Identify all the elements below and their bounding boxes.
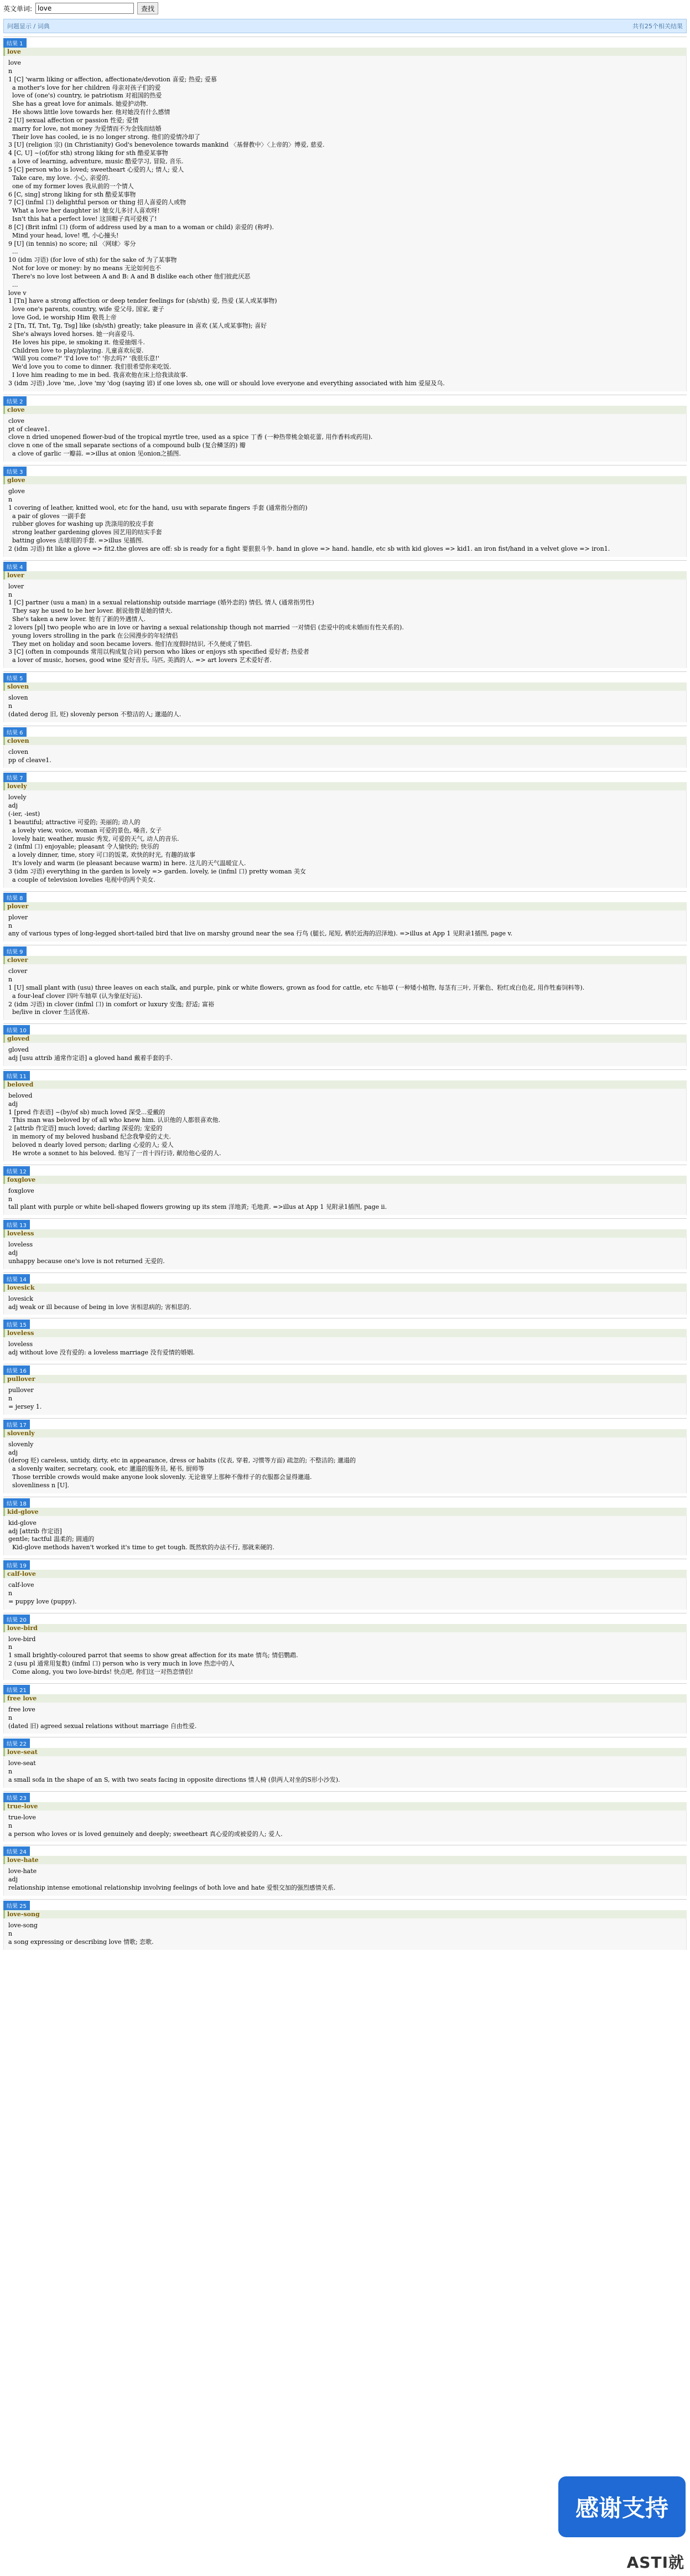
result-headword[interactable]: lovely — [7, 783, 27, 790]
result-headword-bar — [3, 1034, 687, 1043]
result-headword[interactable]: pullover — [7, 1375, 35, 1383]
result-headword-bar — [3, 1329, 687, 1337]
result-headword-bar — [3, 682, 687, 691]
result-headword-bar — [3, 1508, 687, 1516]
result-headword-bar — [3, 1080, 687, 1089]
result-definition: plover n any of various types of long-legged short-tailed bird that live on marshy ground near the sea 行鸟 (腿长, 尾短, 栖於近海的沼泽地). =>illus at App 1 见附录1插图, page v. — [3, 911, 687, 942]
result-definition: lover n 1 [C] partner (usu a man) in a sexual relationship outside marriage (婚外恋的) 情侣, 情人 (通常指男性) They say he used to be her lover. 据说他曾是她的情夫. She's taken a new lover. 她有了新的外遇情人. 2 lovers [pl] two people who are in love or having a sexual relationship though not married 一对情侣 (恋爱中的或未婚而有性关系的). young lovers strolling in the park 在公园漫步的年轻情侣 They met on holiday and soon became lovers. 他们在度假时结识, 不久便成了情侣. 3 [C] (often in compounds 常用以构成复合词) person who likes or enjoys sth specified 爱好者; 热爱者 a lover of music, horses, good wine 爱好音乐, 马匹, 美酒的人. => art lovers 艺术爱好者. — [3, 580, 687, 668]
result-headword[interactable]: cloven — [7, 737, 29, 744]
result-entry — [3, 1318, 687, 1361]
result-definition: free love n (dated 旧) agreed sexual relations without marriage 自由性爱. — [3, 1703, 687, 1734]
result-headword[interactable]: plover — [7, 902, 29, 910]
result-headword-bar — [3, 1429, 687, 1437]
result-entry — [3, 726, 687, 768]
results-count: 共有25个相关结果 — [632, 23, 683, 30]
result-number: 结果 17 — [3, 1420, 30, 1429]
result-entry — [3, 1559, 687, 1610]
result-entry — [3, 671, 687, 722]
result-entry — [3, 1069, 687, 1161]
result-number: 结果 5 — [3, 673, 27, 682]
result-definition: beloved adj 1 [pred 作表语] ~(by/of sb) much loved 深受...爱戴的 This man was beloved by of all who knew him. 认识他的人都很喜欢他. 2 [attrib 作定语] much loved; darling 深爱的; 宠爱的 in memory of my beloved husband 纪念我挚爱的丈夫. beloved n dearly loved person; darling 心爱的人; 爱人 He wrote a sonnet to his beloved. 他写了一首十四行诗, 献给他心爱的人. — [3, 1089, 687, 1161]
result-headword-bar — [3, 571, 687, 580]
result-headword[interactable]: loveless — [7, 1230, 34, 1238]
search-bar — [0, 0, 690, 17]
result-entry — [3, 1791, 687, 1842]
result-headword[interactable]: loveless — [7, 1330, 34, 1337]
result-entry — [3, 1899, 687, 1950]
result-definition: calf-love n = puppy love (puppy). — [3, 1578, 687, 1610]
result-headword-bar — [3, 1910, 687, 1918]
result-definition: clove pt of cleave1. clove n dried unopened flower-bud of the tropical myrtle tree, used as a spice 丁香 (一种热带桃金娘花蕾, 用作香料或药用). clove n one of the small separate sections of a compound bulb (复合鳞茎的) 瓣 a clove of garlic 一瓣蒜. =>illus at onion 见onion之插图. — [3, 414, 687, 462]
result-number: 结果 11 — [3, 1071, 30, 1080]
result-number: 结果 4 — [3, 562, 27, 571]
result-entry — [3, 945, 687, 1020]
result-definition: lovely adj (-ier, -iest) 1 beautiful; attractive 可爱的; 美丽的; 动人的 a lovely view, voice, woman 可爱的景色, 嗓音, 女子 lovely hair, weather, music 秀发, 可爱的天气, 动人的音乐. 2 (infml 口) enjoyable; pleasant 令人愉快的; 快乐的 a lovely dinner, time, story 可口的饭菜, 欢快的时光, 有趣的故事 It's lovely and warm (ie pleasant because warm) in here. 这儿的天气温暖宜人. 3 (idm 习语) everything in the garden is lovely => garden. lovely, ie (infml 口) pretty woman 美女 a couple of television lovelies 电视中的两个美女. — [3, 790, 687, 887]
result-headword[interactable]: lover — [7, 571, 24, 579]
result-headword-bar — [3, 1856, 687, 1864]
result-definition: sloven n (dated derog 旧, 贬) slovenly person 不整洁的人; 邋遢的人. — [3, 691, 687, 722]
result-entry — [3, 1165, 687, 1215]
result-number: 结果 12 — [3, 1166, 30, 1176]
result-definition: love n 1 [C] 'warm liking or affection, affectionate/devotion 喜爱; 热爱; 爱慕 a mother's love for her children 母亲对孩子们的爱 love of (one's) country, ie patriotism 对祖国的热爱 She has a great love for animals. 她爱护动物. He shows little love towards her. 他对她没有什么感情 2 [U] sexual affection or passion 性爱; 爱情 marry for love, not money 为爱情而不为金钱而结婚 Their love has cooled, ie is no longer strong. 他们的爱情冷却了 3 [U] (religion 宗) (in Christianity) God's benevolence towards mankind 〈基督教中〉〈上帝的〉博爱, 慈爱. 4 [C, U] ~(of/for sth) strong liking for sth 酷爱某事物 a love of learning, adventure, music 酷爱学习, 冒险, 音乐. 5 [C] person who is loved; sweetheart 心爱的人; 情人; 爱人 Take care, my love. 小心, 亲爱的. one of my former loves 我从前的一个情人 6 [C, sing] strong liking for sth 酷爱某事物 7 [C] (infml 口) delightful person or thing 招人喜爱的人或物 What a love her daughter is! 她女儿多讨人喜欢呀! Isn't this hat a perfect love! 这顶帽子真可爱极了! 8 [C] (Brit infml 口) (form of address used by a man to a woman or child) 亲爱的 (称呼). Mind your head, love! 嘿, 小心撞头! 9 [U] (in tennis) no score; nil 〈网球〉零分 ... 10 (idm 习语) (for love of sth) for the sake of 为了某事物 Not for love or money: by no means 无论如何也不 There's no love lost between A and B: A and B dislike each other 他们彼此厌恶 ... love v 1 [Tn] have a strong affection or deep tender feelings for (sb/sth) 爱, 热爱 (某人或某事物) love one's parents, country, wife 爱父母, 国家, 妻子 love God, ie worship Him 敬畏上帝 2 [Tn, Tf, Tnt, Tg, Tsg] like (sb/sth) greatly; take pleasure in 喜欢 (某人或某事物); 喜好 She's always loved horses. 她一向喜爱马. He loves his pipe, ie smoking it. 他爱抽烟斗. Children love to play/playing. 儿童喜欢玩耍. 'Will you come?' 'I'd love to!' '你去吗?' '我很乐意!' We'd love you to come to dinner. 我们很希望你来吃饭. I love him reading to me in bed. 我喜欢他在床上给我读故事. 3 (idm 习语) ,love 'me, ,love 'my 'dog (saying 谚) if one loves sb, one will or should love everyone and everything associated with him 爱屋及乌. — [3, 56, 687, 391]
result-number: 结果 1 — [3, 38, 27, 48]
result-headword-bar — [3, 737, 687, 745]
result-headword[interactable]: love-seat — [7, 1749, 38, 1756]
result-headword-bar — [3, 476, 687, 484]
result-definition: gloved adj [usu attrib 通常作定语] a gloved hand 戴着手套的手. — [3, 1043, 687, 1066]
result-headword-bar — [3, 406, 687, 414]
result-entry — [3, 891, 687, 942]
result-entry — [3, 1613, 687, 1680]
result-definition: cloven pp of cleave1. — [3, 745, 687, 768]
result-number: 结果 13 — [3, 1220, 30, 1229]
result-headword[interactable]: calf-love — [7, 1570, 36, 1578]
result-definition: foxglove n tall plant with purple or white bell-shaped flowers growing up its stem 洋地黄; 毛地黄. =>illus at App 1 见附录1插图, page ii. — [3, 1184, 687, 1215]
result-number: 结果 22 — [3, 1739, 30, 1748]
result-number: 结果 24 — [3, 1846, 30, 1856]
result-number: 结果 19 — [3, 1560, 30, 1570]
result-definition: loveless adj without love 没有爱的: a loveless marriage 没有爱情的婚姻. — [3, 1337, 687, 1361]
result-headword[interactable]: beloved — [7, 1080, 34, 1088]
result-entry — [3, 1273, 687, 1315]
result-number: 结果 20 — [3, 1615, 30, 1624]
result-definition: love-bird n 1 small brightly-coloured parrot that seems to show great affection for its mate 情鸟; 情侣鹦鹉. 2 (usu pl 通常用复数) (infml 口) person who is very much in love 热恋中的人 Come along, you two love-birds! 快点吧, 你们这一对热恋情侣! — [3, 1632, 687, 1680]
result-headword[interactable]: glove — [7, 476, 25, 484]
result-definition: glove n 1 covering of leather, knitted wool, etc for the hand, usu with separate fingers 手套 (通常指分指的) a pair of gloves 一副手套 rubber gloves for washing up 洗涤用的胶皮手套 strong leather gardening gloves 园艺用的结实手套 batting gloves 击球用的手套. =>illus 见插图. 2 (idm 习语) fit like a glove => fit2.the gloves are off: sb is ready for a fight 要狠狠斗争. hand in glove => hand. handle, etc sb with kid gloves => kid1. an iron fist/hand in a velvet glove => iron1. — [3, 484, 687, 557]
result-headword-bar — [3, 1176, 687, 1184]
result-headword-bar — [3, 1284, 687, 1292]
result-headword[interactable]: love-song — [7, 1910, 40, 1918]
results-list — [3, 37, 687, 1950]
result-headword[interactable]: true-love — [7, 1802, 38, 1810]
result-headword-bar — [3, 48, 687, 56]
result-entry — [3, 1737, 687, 1788]
result-entry — [3, 1023, 687, 1066]
result-definition: love-hate adj relationship intense emotional relationship involving feelings of both love and hate 爱恨交加的强烈感情关系. — [3, 1864, 687, 1896]
result-headword[interactable]: lovesick — [7, 1284, 35, 1291]
result-entry — [3, 465, 687, 557]
result-headword[interactable]: clover — [7, 956, 28, 964]
result-entry — [3, 1218, 687, 1269]
result-entry — [3, 1418, 687, 1493]
result-definition: love-song n a song expressing or describing love 情歌; 恋歌. — [3, 1918, 687, 1950]
result-headword[interactable]: love — [7, 48, 21, 55]
result-definition: true-love n a person who loves or is loved genuinely and deeply; sweetheart 真心爱的或被爱的人; 爱人. — [3, 1811, 687, 1842]
result-entry — [3, 1364, 687, 1415]
result-number: 结果 16 — [3, 1365, 30, 1375]
result-number: 结果 25 — [3, 1901, 30, 1910]
result-headword[interactable]: love-bird — [7, 1624, 38, 1632]
result-entry — [3, 771, 687, 887]
results-header — [3, 19, 687, 33]
result-number: 结果 18 — [3, 1498, 30, 1508]
result-number: 结果 9 — [3, 946, 27, 956]
result-headword-bar — [3, 902, 687, 911]
result-number: 结果 15 — [3, 1320, 30, 1329]
result-definition: clover n 1 [U] small plant with (usu) three leaves on each stalk, and purple, pink or white flowers, grown as food for cattle, etc 车轴草 (一种矮小植物, 每茎有三叶, 开紫色、粉红或白色花, 用作牲畜饲料等). a four-leaf clover 四叶车轴草 (认为象征好运). 2 (idm 习语) in clover (infml 口) in comfort or luxury 安逸; 舒适; 富裕 be/live in clover 生活优裕. — [3, 964, 687, 1020]
search-button[interactable]: 查找 — [137, 2, 158, 14]
site-watermark: ASTI就 — [626, 2553, 684, 2572]
result-headword-bar — [3, 956, 687, 964]
result-headword-bar — [3, 1570, 687, 1578]
result-definition: lovesick adj weak or ill because of being in love 害相思病的; 害相思的. — [3, 1292, 687, 1315]
result-entry — [3, 395, 687, 462]
result-headword[interactable]: slovenly — [7, 1429, 35, 1437]
result-number: 结果 8 — [3, 893, 27, 902]
search-label: 英文单词: — [3, 4, 33, 13]
result-headword[interactable]: foxglove — [7, 1176, 36, 1183]
result-headword[interactable]: love-hate — [7, 1856, 39, 1864]
result-number: 结果 7 — [3, 773, 27, 782]
result-definition: love-seat n a small sofa in the shape of an S, with two seats facing in opposite directions 情人椅 (供两人对坐的S形小沙发). — [3, 1756, 687, 1788]
result-headword[interactable]: clove — [7, 406, 25, 413]
result-headword-bar — [3, 1624, 687, 1632]
result-definition: pullover n = jersey 1. — [3, 1383, 687, 1415]
search-input[interactable] — [35, 3, 134, 14]
result-entry — [3, 1683, 687, 1734]
result-headword[interactable]: kid-glove — [7, 1508, 39, 1515]
result-definition: loveless adj unhappy because one's love is not returned 无爱的. — [3, 1238, 687, 1269]
result-headword-bar — [3, 1375, 687, 1383]
result-headword-bar — [3, 1802, 687, 1811]
result-entry — [3, 560, 687, 668]
result-headword[interactable]: free love — [7, 1694, 37, 1702]
result-definition: slovenly adj (derog 贬) careless, untidy, dirty, etc in appearance, dress or habits (仪表, 穿着, 习惯等方面) 疏忽的; 不整洁的; 邋遢的 a slovenly waiter, secretary, cook, etc 邋遢的服务员, 秘书, 厨师等 Those terrible crowds would make anyone look slovenly. 无论谁穿上那种不像样子的衣服都会显得邋遢. slovenliness n [U]. — [3, 1437, 687, 1493]
result-entry — [3, 37, 687, 391]
result-headword[interactable]: sloven — [7, 683, 29, 691]
result-number: 结果 10 — [3, 1025, 30, 1034]
thanks-badge[interactable]: 感谢支持 — [558, 2476, 686, 2537]
result-number: 结果 2 — [3, 396, 27, 406]
result-entry — [3, 1845, 687, 1896]
result-number: 结果 3 — [3, 467, 27, 476]
result-headword[interactable]: gloved — [7, 1035, 30, 1043]
result-number: 结果 14 — [3, 1274, 30, 1284]
results-header-left: 问题显示 / 词典 — [7, 23, 50, 30]
result-headword-bar — [3, 782, 687, 790]
result-headword-bar — [3, 1748, 687, 1756]
result-number: 结果 23 — [3, 1793, 30, 1802]
result-number: 结果 6 — [3, 727, 27, 737]
result-headword-bar — [3, 1229, 687, 1238]
result-number: 结果 21 — [3, 1685, 30, 1694]
result-headword-bar — [3, 1694, 687, 1703]
result-entry — [3, 1497, 687, 1555]
result-definition: kid-glove adj [attrib 作定语] gentle; tactful 温柔的; 圆通的 Kid-glove methods haven't worked it's time to get tough. 既然软的办法不行, 那就来硬的. — [3, 1516, 687, 1555]
